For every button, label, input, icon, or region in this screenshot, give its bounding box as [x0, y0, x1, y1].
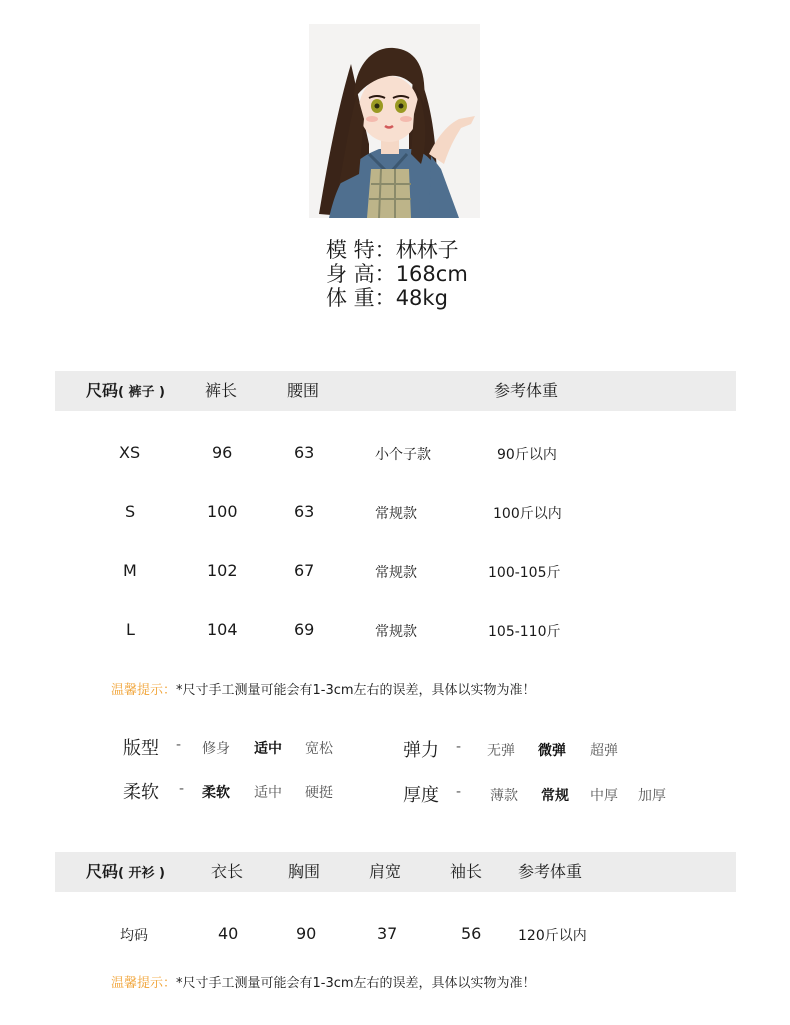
- weight-cell: 100-105斤: [488, 565, 561, 581]
- sleeve-cell: 56: [461, 924, 482, 943]
- model-name-line: [326, 238, 468, 262]
- attribute-title: 柔软: [123, 782, 159, 803]
- attribute-title: 弹力: [403, 740, 439, 761]
- model-name-label: 模 特：: [326, 238, 396, 262]
- weight-cell: 100斤以内: [493, 506, 562, 522]
- weight-cell: 90斤以内: [497, 447, 557, 463]
- attribute-option: 宽松: [305, 741, 333, 757]
- model-height-line: [326, 262, 468, 286]
- model-height-label: 身 高：: [326, 262, 396, 286]
- attribute-dash: -: [456, 739, 462, 755]
- cardigan-header-sleeve: 袖长: [450, 862, 483, 881]
- attribute-option: 加厚: [638, 788, 666, 804]
- size-cell: 均码: [120, 928, 148, 944]
- pants-table-header: [55, 371, 736, 411]
- model-illustration: [309, 24, 480, 218]
- attribute-option-selected: 柔软: [202, 785, 230, 801]
- model-weight: 48kg: [395, 286, 448, 310]
- fit-cell: 常规款: [375, 506, 417, 522]
- cardigan-size-header: [86, 852, 165, 892]
- pants-size-subtitle: ( 裤子 ): [118, 385, 165, 400]
- length-cell: 104: [207, 620, 238, 639]
- cardigan-size-subtitle: ( 开衫 ): [118, 866, 165, 881]
- cardigan-size-title: 尺码: [86, 862, 119, 881]
- cardigan-header-shoulder: 肩宽: [369, 862, 402, 881]
- waist-cell: 69: [294, 620, 315, 639]
- bust-cell: 90: [296, 924, 317, 943]
- attribute-option: 修身: [202, 741, 230, 757]
- size-cell: S: [125, 502, 136, 521]
- size-cell: L: [126, 620, 135, 639]
- waist-cell: 67: [294, 561, 315, 580]
- attribute-title: 版型: [123, 738, 159, 759]
- attribute-option: 适中: [254, 785, 282, 801]
- size-cell: XS: [119, 443, 141, 462]
- pants-header-weight: 参考体重: [494, 381, 559, 400]
- pants-size-header: [86, 371, 165, 411]
- weight-cell: 120斤以内: [518, 928, 587, 944]
- length-cell: 96: [212, 443, 233, 462]
- cardigan-header-bust: 胸围: [288, 862, 321, 881]
- tip-text: *尺寸手工测量可能会有1-3cm左右的误差，具体以实物为准！: [176, 683, 536, 698]
- model-avatar-image: [309, 24, 480, 218]
- attribute-option: 超弹: [590, 743, 618, 759]
- shoulder-cell: 37: [377, 924, 398, 943]
- model-info: [326, 238, 468, 310]
- attribute-dash: -: [456, 784, 462, 800]
- fit-cell: 常规款: [375, 624, 417, 640]
- measurement-tip: [111, 679, 536, 698]
- tip-label: 温馨提示：: [111, 976, 177, 991]
- cardigan-table-header: [55, 852, 736, 892]
- length-cell: 102: [207, 561, 238, 580]
- length-cell: 40: [218, 924, 239, 943]
- model-weight-line: [326, 286, 468, 310]
- attribute-dash: -: [176, 737, 182, 753]
- cardigan-header-length: 衣长: [211, 862, 244, 881]
- waist-cell: 63: [294, 502, 315, 521]
- attribute-title: 厚度: [403, 785, 439, 806]
- attribute-dash: -: [179, 781, 185, 797]
- weight-cell: 105-110斤: [488, 624, 561, 640]
- size-cell: M: [123, 561, 137, 580]
- pants-header-length: 裤长: [205, 381, 238, 400]
- measurement-tip: [111, 972, 536, 991]
- model-height: 168cm: [395, 262, 468, 286]
- attribute-option: 硬挺: [305, 785, 333, 801]
- attribute-option: 薄款: [490, 788, 518, 804]
- pants-header-waist: 腰围: [287, 381, 320, 400]
- attribute-option-selected: 常规: [541, 788, 569, 804]
- attribute-option-selected: 微弹: [538, 743, 566, 759]
- fit-cell: 常规款: [375, 565, 417, 581]
- attribute-option: 中厚: [590, 788, 618, 804]
- waist-cell: 63: [294, 443, 315, 462]
- fit-cell: 小个子款: [375, 447, 431, 463]
- pants-size-title: 尺码: [86, 381, 119, 400]
- tip-text: *尺寸手工测量可能会有1-3cm左右的误差，具体以实物为准！: [176, 976, 536, 991]
- attribute-option-selected: 适中: [254, 741, 282, 757]
- length-cell: 100: [207, 502, 238, 521]
- model-weight-label: 体 重：: [326, 286, 396, 310]
- tip-label: 温馨提示：: [111, 683, 177, 698]
- attribute-option: 无弹: [487, 743, 515, 759]
- model-name: 林林子: [395, 238, 459, 262]
- cardigan-header-weight: 参考体重: [518, 862, 583, 881]
